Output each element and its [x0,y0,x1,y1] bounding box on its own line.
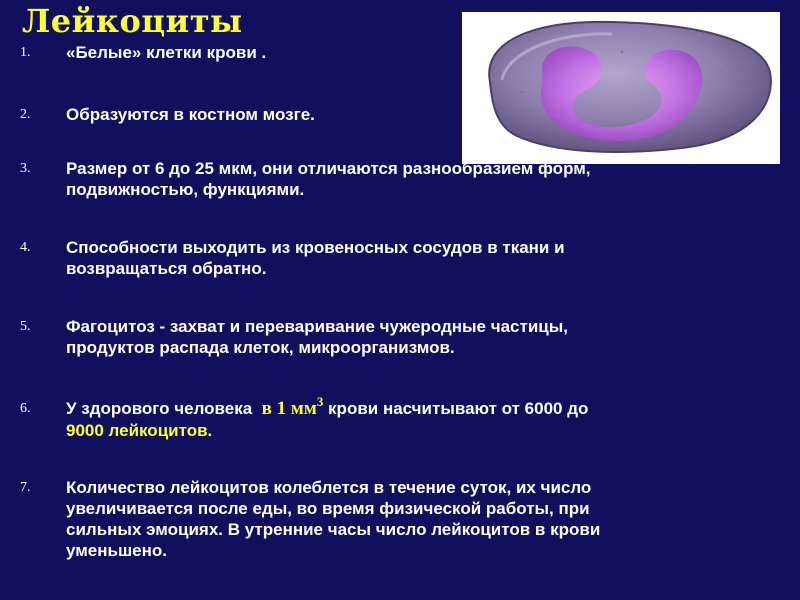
item-number: 2. [20,107,31,122]
item-text-line: уменьшено. [66,541,167,560]
item-text-line: подвижностью, функциями. [66,180,305,199]
item-text-line [66,394,589,420]
item-text-line: сильных эмоциях. В утренние часы число лейкоцитов в крови [66,520,601,539]
item-text-post: крови насчитывают от 6000 до [328,399,589,418]
item-number: 6. [20,401,31,416]
item-number: 3. [20,161,31,176]
item-text-line: Количество лейкоцитов колеблется в течение суток, их число [66,478,592,497]
item-text-line: Размер от 6 до 25 мкм, они отличаются разнообразием форм, [66,159,591,178]
item-number: 7. [20,480,31,495]
item-text-line: возвращаться обратно. [66,259,267,278]
item-text-line: продуктов распада клеток, микроорганизмов. [66,338,455,357]
item-text-line: Фагоцитоз - захват и переваривание чужеродные частицы, [66,317,568,336]
item-text-line: увеличивается после еды, во время физической работы, при [66,499,590,518]
item-number: 5. [20,319,31,334]
item-text: Образуются в костном мозге. [66,105,315,124]
item-number: 1. [20,45,31,60]
item-text-line: Способности выходить из кровеносных сосудов в ткани и [66,238,565,257]
slide-title: Лейкоциты [22,2,243,40]
highlight-superscript: 3 [316,394,324,409]
item-text-pre: У здорового человека [66,399,253,418]
highlight-unit: в 1 мм [261,398,317,419]
item-number: 4. [20,240,31,255]
item-text-highlight-line: 9000 лейкоцитов. [66,421,213,440]
item-text: «Белые» клетки крови . [66,43,267,62]
